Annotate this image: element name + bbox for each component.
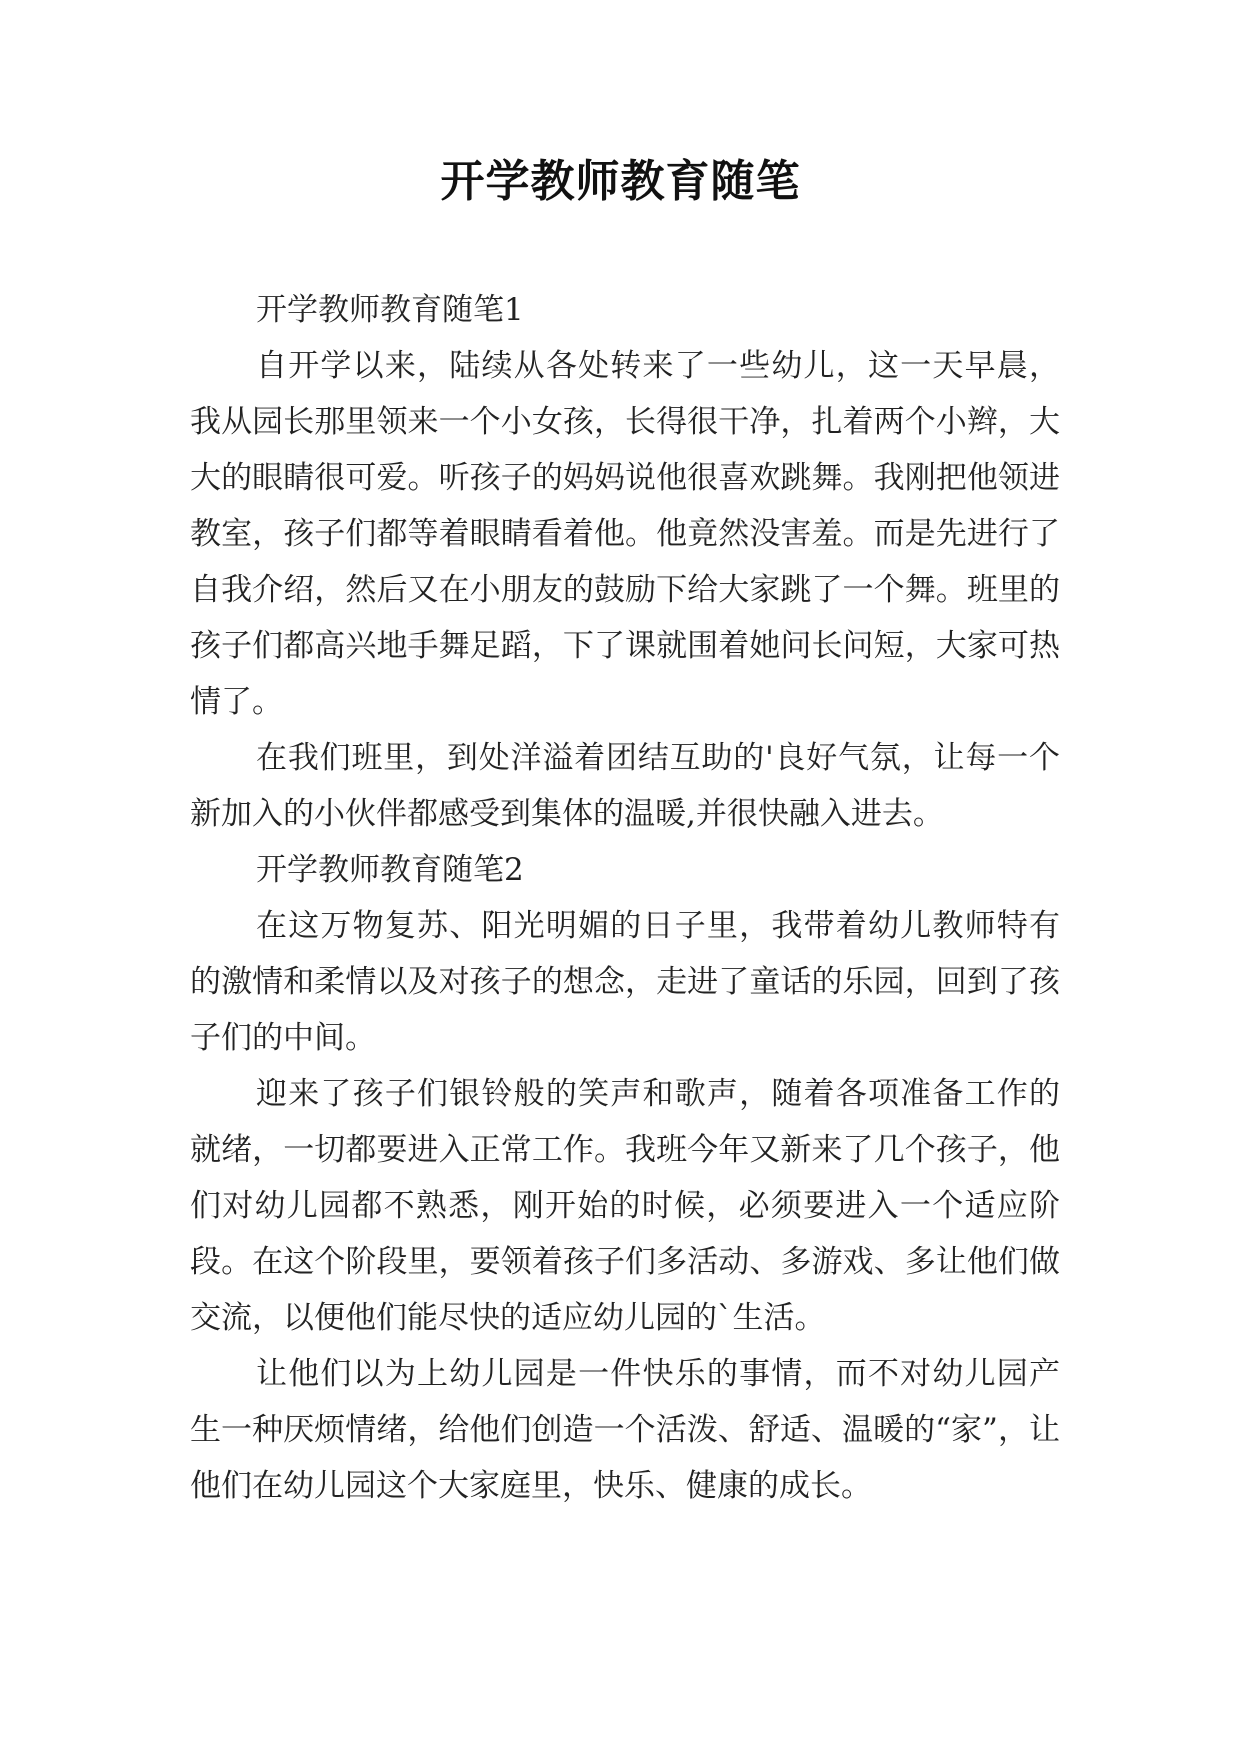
section-heading-2: 开学教师教育随笔2 — [256, 852, 524, 888]
paragraph: 让他们以为上幼儿园是一件快乐的事情，而不对幼儿园产生一种厌烦情绪，给他们创造一个活泼、舒适、温暖的“家”，让他们在幼儿园这个大家庭里，快乐、健康的成长。 — [190, 1356, 1060, 1504]
document-title: 开学教师教育随笔 — [440, 156, 801, 207]
document-body — [190, 282, 1060, 1514]
paragraph: 自开学以来，陆续从各处转来了一些幼儿，这一天早晨，我从园长那里领来一个小女孩，长得很干净，扎着两个小辫，大大的眼睛很可爱。听孩子的妈妈说他很喜欢跳舞。我刚把他领进教室，孩子们都等着眼睛看着他。他竟然没害羞。而是先进行了自我介绍，然后又在小朋友的鼓励下给大家跳了一个舞。班里的孩子们都高兴地手舞足蹈，下了课就围着她问长问短，大家可热情了。 — [190, 348, 1060, 720]
paragraph: 在我们班里，到处洋溢着团结互助的'良好气氛，让每一个新加入的小伙伴都感受到集体的温暖,并很快融入进去。 — [190, 740, 1060, 832]
paragraph: 在这万物复苏、阳光明媚的日子里，我带着幼儿教师特有的激情和柔情以及对孩子的想念，走进了童话的乐园，回到了孩子们的中间。 — [190, 908, 1060, 1056]
section-heading-1: 开学教师教育随笔1 — [256, 292, 524, 328]
paragraph: 迎来了孩子们银铃般的笑声和歌声，随着各项准备工作的就绪，一切都要进入正常工作。我班今年又新来了几个孩子，他们对幼儿园都不熟悉，刚开始的时候，必须要进入一个适应阶段。在这个阶段里，要领着孩子们多活动、多游戏、多让他们做交流，以便他们能尽快的适应幼儿园的`生活。 — [190, 1076, 1060, 1336]
